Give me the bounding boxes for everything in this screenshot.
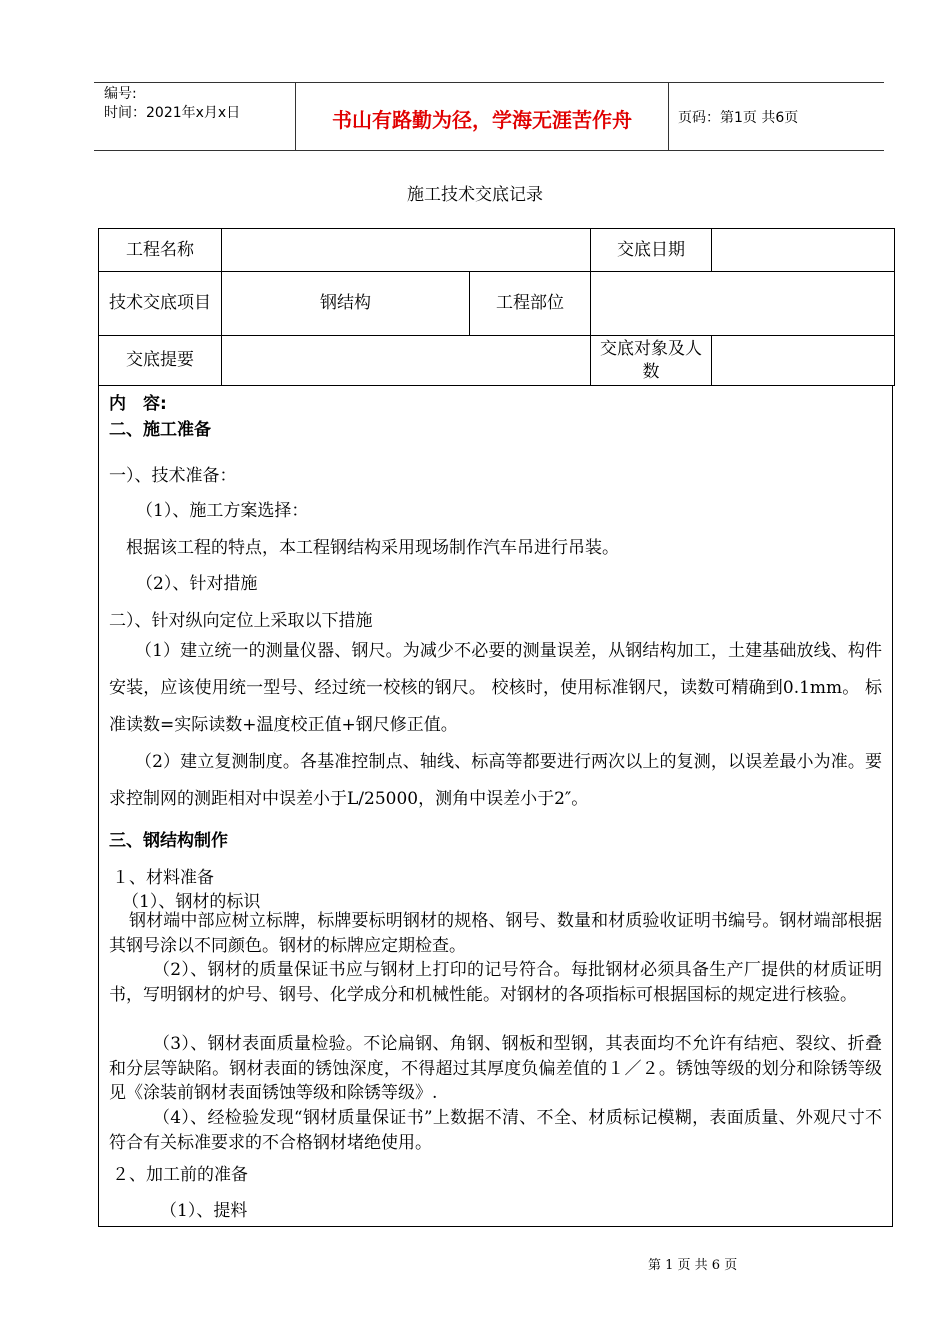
item-value-cell: 钢结构 [222, 272, 470, 336]
paragraph-1: （1）建立统一的测量仪器、钢尺。为减少不必要的测量误差，从钢结构加工，土建基础放线、构件安装，应该使用统一型号、经过统一校核的钢尺。 校核时，使用标准钢尺，读数可精确到0.1mm。 标准读数=实际读数+温度校正值+钢尺修正值。 [109, 641, 882, 735]
s2-1-1-label: （1）、施工方案选择： [136, 501, 309, 521]
audience-value-cell [712, 336, 895, 386]
header-left-block [104, 85, 240, 123]
header-top-rule [94, 82, 884, 83]
date-value-cell [712, 229, 895, 272]
section-2-title: 二、施工准备 [109, 420, 211, 440]
audience-label-cell: 交底对象及人数 [591, 336, 712, 386]
content-heading: 内 容: [109, 394, 167, 414]
section-3-title: 三、钢结构制作 [109, 831, 228, 851]
s2-1-label: 一）、技术准备： [109, 466, 237, 486]
project-name-label-cell: 工程名称 [99, 229, 222, 272]
paragraph-2: （2）建立复测制度。各基准控制点、轴线、标高等都要进行两次以上的复测，以误差最小为准。要求控制网的测距相对中误差小于L/25000，测角中误差小于2″。 [109, 752, 882, 809]
paragraph-5: （3）、钢材表面质量检验。不论扁钢、角钢、钢板和型钢，其表面均不允许有结疤、裂纹、折叠和分层等缺陷。钢材表面的锈蚀深度，不得超过其厚度负偏差值的１／２。锈蚀等级的划分和除锈等级见《涂装前钢材表面锈蚀等级和除锈等级》. [109, 1034, 882, 1103]
s2-1-2-label: （2）、针对措施 [136, 574, 258, 594]
header-bottom-rule [94, 150, 884, 151]
s3-2-1-label: （1）、提料 [160, 1201, 248, 1221]
document-title: 施工技术交底记录 [407, 185, 543, 205]
summary-value-cell [222, 336, 591, 386]
s2-1-1-text: 根据该工程的特点，本工程钢结构采用现场制作汽车吊进行吊装。 [126, 538, 619, 558]
header-motto: 书山有路勤为径，学海无涯苦作舟 [332, 108, 632, 132]
summary-label-cell: 交底提要 [99, 336, 222, 386]
s3-1-label: １、材料准备 [112, 868, 214, 888]
paragraph-4: （2）、钢材的质量保证书应与钢材上打印的记号符合。每批钢材必须具备生产厂提供的材质证明书，写明钢材的炉号、钢号、化学成分和机械性能。对钢材的各项指标可根据国标的规定进行核验。 [109, 960, 882, 1005]
paragraph-3: 钢材端中部应树立标牌，标牌要标明钢材的规格、钢号、数量和材质验收证明书编号。钢材端部根据其钢号涂以不同颜色。钢材的标牌应定期检查。 [109, 911, 882, 956]
meta-table-grid [98, 228, 895, 386]
item-label-cell: 技术交底项目 [99, 272, 222, 336]
header-page-label: 页码：第1页 共6页 [678, 110, 799, 126]
s3-2-label: ２、加工前的准备 [112, 1165, 248, 1185]
header-divider-2 [668, 82, 669, 150]
time-label: 时间：2021年x月x日 [104, 105, 241, 121]
part-value-cell [591, 272, 895, 336]
page-footer: 第 1 页 共 6 页 [648, 1258, 738, 1273]
part-label-cell: 工程部位 [470, 272, 591, 336]
project-name-value-cell [222, 229, 591, 272]
s2-2-label: 二）、针对纵向定位上采取以下措施 [109, 611, 373, 631]
date-label-cell: 交底日期 [591, 229, 712, 272]
s3-1-1-label: （1）、钢材的标识 [122, 892, 261, 912]
serial-label: 编号: [104, 86, 137, 102]
paragraph-6: （4）、经检验发现“钢材质量保证书”上数据不清、不全、材质标记模糊，表面质量、外观尺寸不符合有关标准要求的不合格钢材堵绝使用。 [109, 1108, 882, 1153]
